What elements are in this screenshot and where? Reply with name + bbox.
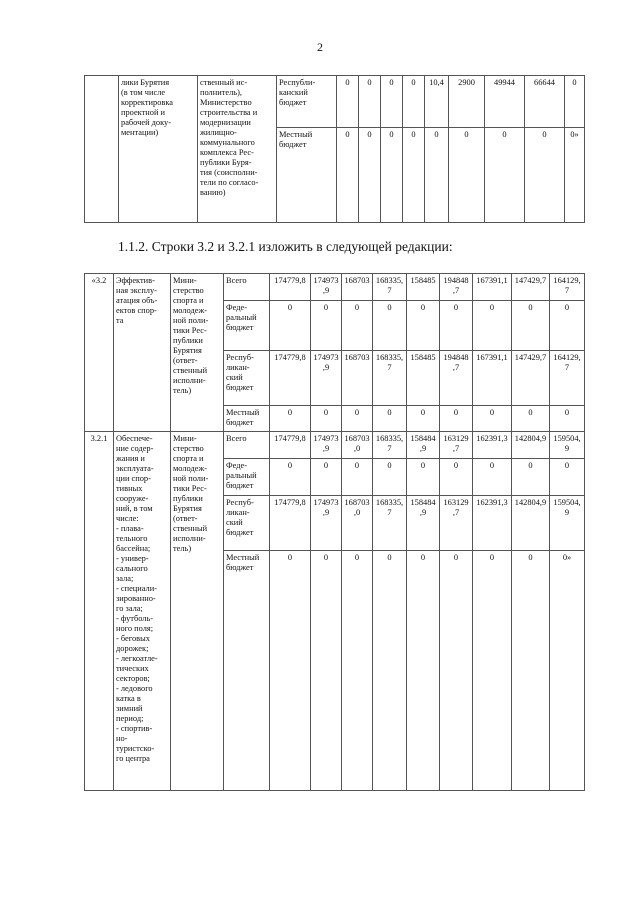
value-cell: 0 xyxy=(311,551,342,791)
value-cell: 174973 ,9 xyxy=(311,432,342,459)
value-cell: 174973 ,9 xyxy=(311,351,342,406)
value-cell: 0 xyxy=(311,406,342,432)
table-row xyxy=(85,432,585,459)
value-cell: 0 xyxy=(512,406,550,432)
source-cell: Всего xyxy=(224,274,270,301)
value-cell: 0 xyxy=(311,459,342,496)
value-cell: 194848 ,7 xyxy=(440,351,473,406)
value-cell: 0 xyxy=(381,76,403,128)
value-cell: 0 xyxy=(449,128,485,223)
value-cell: 0 xyxy=(473,406,512,432)
source-cell: Феде- ральный бюджет xyxy=(224,459,270,496)
value-cell: 168335, 7 xyxy=(373,274,407,301)
source-cell: Феде- ральный бюджет xyxy=(224,301,270,351)
value-cell: 168335, 7 xyxy=(373,496,407,551)
value-cell: 0 xyxy=(342,301,373,351)
source-cell: Респуб- ликан- ский бюджет xyxy=(224,351,270,406)
value-cell: 164129,7 xyxy=(550,351,585,406)
value-cell: 147429,7 xyxy=(512,351,550,406)
value-cell: 0 xyxy=(425,128,449,223)
value-cell: 159504,9 xyxy=(550,496,585,551)
value-cell: 0 xyxy=(270,459,311,496)
value-cell: 142804,9 xyxy=(512,432,550,459)
value-cell: 0 xyxy=(473,459,512,496)
value-cell: 0» xyxy=(565,128,585,223)
value-cell: 0 xyxy=(342,551,373,791)
value-cell: 174779,8 xyxy=(270,351,311,406)
section-heading: 1.1.2. Строки 3.2 и 3.2.1 изложить в следующей редакции: xyxy=(118,239,453,254)
value-cell: 174973 ,9 xyxy=(311,274,342,301)
value-cell: 168335, 7 xyxy=(373,432,407,459)
value-cell: 158484 ,9 xyxy=(407,432,440,459)
value-cell: 168703 ,0 xyxy=(342,496,373,551)
value-cell: 168335, 7 xyxy=(373,351,407,406)
value-cell: 158484 ,9 xyxy=(407,496,440,551)
value-cell: 10,4 xyxy=(425,76,449,128)
executor-cell: ственный ис- полнитель), Министерство строительства и модернизации жилищно- коммунального комплекса Рес- публики Буря- тия (соисполни- тели по согласо- ванию) xyxy=(198,76,277,223)
value-cell: 163129 ,7 xyxy=(440,432,473,459)
value-cell: 0 xyxy=(270,301,311,351)
value-cell: 174779,8 xyxy=(270,496,311,551)
value-cell: 66644 xyxy=(525,76,565,128)
value-cell: 168703 xyxy=(342,351,373,406)
value-cell: 164129,7 xyxy=(550,274,585,301)
value-cell: 0 xyxy=(525,128,565,223)
source-cell: Республи- канский бюджет xyxy=(277,76,337,128)
executor-cell: Мини- стерство спорта и молодеж- ной поли- тики Рес- публики Бурятия (ответ- ственный исполни- тель) xyxy=(171,274,224,432)
value-cell: 0 xyxy=(512,301,550,351)
measure-name-cell: Обеспече- ние содер- жания и эксплуата- ции спор- тивных сооруже- ний, в том числе: - плава- тельного бассейна; - универ- сального зала; - специали- зированно- го зала; - футболь- ного поля; - беговых дорожек; - легкоатле- тических секторов; - ледового катка в зимний период; - спортив- но- туристско- го центра xyxy=(114,432,171,791)
value-cell: 0 xyxy=(407,301,440,351)
source-cell: Всего xyxy=(224,432,270,459)
value-cell: 0 xyxy=(473,551,512,791)
value-cell: 0 xyxy=(342,406,373,432)
value-cell: 0 xyxy=(550,301,585,351)
value-cell: 0 xyxy=(359,76,381,128)
row-number-cell: «3.2 xyxy=(85,274,114,432)
value-cell: 174973 ,9 xyxy=(311,496,342,551)
value-cell: 0 xyxy=(359,128,381,223)
source-cell: Местный бюджет xyxy=(224,406,270,432)
value-cell: 194848 ,7 xyxy=(440,274,473,301)
continued-table xyxy=(84,75,585,223)
value-cell: 0 xyxy=(270,406,311,432)
value-cell: 0 xyxy=(550,459,585,496)
value-cell: 0 xyxy=(565,76,585,128)
value-cell: 0» xyxy=(550,551,585,791)
value-cell: 0 xyxy=(337,128,359,223)
value-cell: 162391,3 xyxy=(473,496,512,551)
value-cell: 0 xyxy=(512,551,550,791)
value-cell: 0 xyxy=(473,301,512,351)
value-cell: 0 xyxy=(311,301,342,351)
value-cell: 167391,1 xyxy=(473,274,512,301)
value-cell: 0 xyxy=(373,406,407,432)
value-cell: 0 xyxy=(407,551,440,791)
value-cell: 0 xyxy=(373,301,407,351)
value-cell: 158485 xyxy=(407,351,440,406)
page-number: 2 xyxy=(317,40,323,54)
value-cell: 163129 ,7 xyxy=(440,496,473,551)
value-cell: 49944 xyxy=(485,76,525,128)
value-cell: 0 xyxy=(512,459,550,496)
value-cell: 0 xyxy=(337,76,359,128)
measure-name-cell: Эффектив- ная эксплу- атация объ- ектов спор- та xyxy=(114,274,171,432)
value-cell: 0 xyxy=(342,459,373,496)
executor-cell: Мини- стерство спорта и молодеж- ной поли- тики Рес- публики Бурятия (ответ- ственный исполни- тель) xyxy=(171,432,224,791)
value-cell: 174779,8 xyxy=(270,274,311,301)
value-cell: 0 xyxy=(373,459,407,496)
value-cell: 0 xyxy=(485,128,525,223)
value-cell: 0 xyxy=(407,459,440,496)
source-cell: Местный бюджет xyxy=(277,128,337,223)
value-cell: 0 xyxy=(270,551,311,791)
value-cell: 0 xyxy=(440,406,473,432)
table-row xyxy=(85,274,585,301)
value-cell: 158485 xyxy=(407,274,440,301)
value-cell: 0 xyxy=(403,128,425,223)
value-cell: 0 xyxy=(550,406,585,432)
value-cell: 0 xyxy=(440,459,473,496)
value-cell: 167391,1 xyxy=(473,351,512,406)
value-cell: 162391,3 xyxy=(473,432,512,459)
value-cell: 174779,8 xyxy=(270,432,311,459)
empty-cell xyxy=(85,76,119,223)
measure-name-cell: лики Бурятия (в том числе корректировка проектной и рабочей доку- ментации) xyxy=(119,76,198,223)
value-cell: 159504,9 xyxy=(550,432,585,459)
source-cell: Респуб- ликан- ский бюджет xyxy=(224,496,270,551)
value-cell: 2900 xyxy=(449,76,485,128)
value-cell: 0 xyxy=(381,128,403,223)
source-cell: Местный бюджет xyxy=(224,551,270,791)
value-cell: 0 xyxy=(403,76,425,128)
table-row xyxy=(85,76,585,128)
value-cell: 147429,7 xyxy=(512,274,550,301)
value-cell: 142804,9 xyxy=(512,496,550,551)
value-cell: 168703 xyxy=(342,274,373,301)
row-number-cell: 3.2.1 xyxy=(85,432,114,791)
value-cell: 168703 ,0 xyxy=(342,432,373,459)
value-cell: 0 xyxy=(373,551,407,791)
value-cell: 0 xyxy=(440,301,473,351)
main-table xyxy=(84,273,585,791)
value-cell: 0 xyxy=(407,406,440,432)
value-cell: 0 xyxy=(440,551,473,791)
